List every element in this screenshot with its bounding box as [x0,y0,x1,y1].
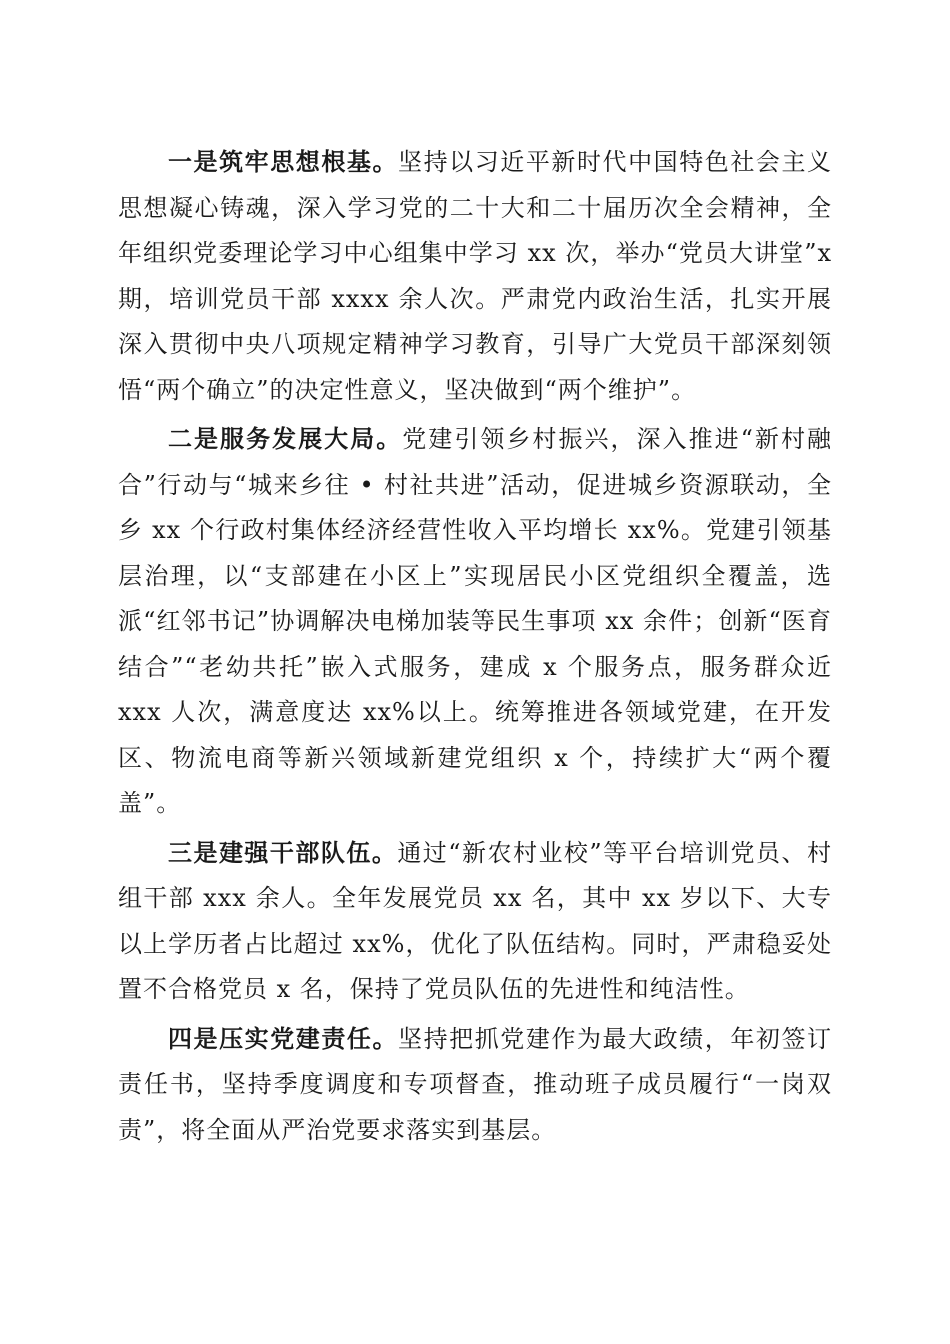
paragraph-2 [118,416,832,827]
paragraph-2-heading: 二是服务发展大局。 [168,424,403,453]
paragraph-4-text: 坚持把抓党建作为最大政绩，年初签订责任书，坚持季度调度和专项督查，推动班子成员履行“一岗双责”，将全面从严治党要求落实到基层。 [118,1024,833,1144]
paragraph-3-text: 通过“新农村业校”等平台培训党员、村组干部 xxx 余人。全年发展党员 xx 名，其中 xx 岁以下、大专以上学历者占比超过 xx%，优化了队伍结构。同时，严肃稳妥处置不合格党员 x 名，保持了党员队伍的先进性和纯洁性。 [118,838,832,1003]
paragraph-4-heading: 四是压实党建责任。 [168,1023,399,1053]
paragraph-1-text: 坚持以习近平新时代中国特色社会主义思想凝心铸魂，深入学习党的二十大和二十届历次全会精神，全年组织党委理论学习中心组集中学习 xx 次，举办“党员大讲堂”x 期，培训党员干部 xxxx 余人次。严肃党内政治生活，扎实开展深入贯彻中央八项规定精神学习教育，引导广大党员干部深刻领悟“两个确立”的决定性意义，坚决做到“两个维护”。 [118,148,833,404]
paragraph-3 [118,830,832,1013]
document-body [118,139,832,1156]
paragraph-1 [118,139,832,413]
paragraph-1-heading: 一是筑牢思想根基。 [168,147,399,176]
paragraph-4 [118,1016,832,1154]
paragraph-3-heading: 三是建强干部队伍。 [168,837,398,867]
paragraph-2-text: 党建引领乡村振兴，深入推进“新村融合”行动与“城来乡往 • 村社共进”活动，促进城乡资源联动，全乡 xx 个行政村集体经济经营性收入平均增长 xx%。党建引领基层治理，以“支部建在小区上”实现居民小区党组织全覆盖，选派“红邻书记”协调解决电梯加装等民生事项 xx 余件；创新“医育结合”“老幼共托”嵌入式服务，建成 x 个服务点，服务群众近 xxx 人次，满意度达 xx%以上。统筹推进各领域党建，在开发区、物流电商等新兴领域新建党组织 x 个，持续扩大“两个覆盖”。 [118,425,832,817]
